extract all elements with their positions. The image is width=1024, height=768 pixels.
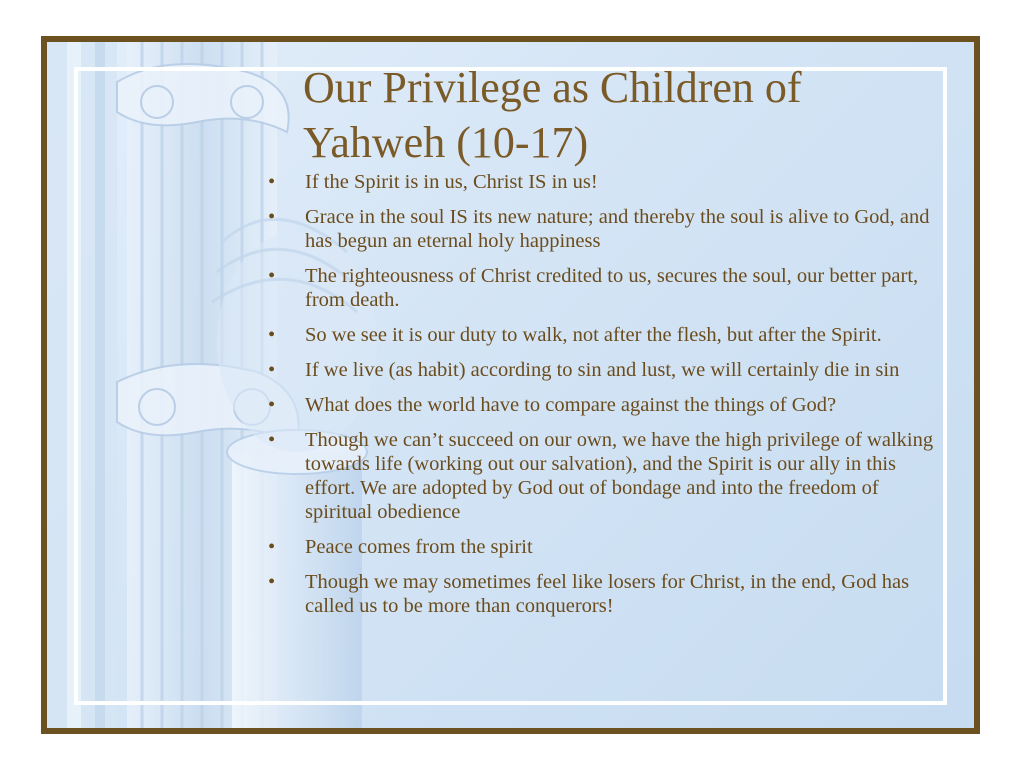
bullet-icon: • bbox=[268, 571, 276, 593]
bullet-icon: • bbox=[268, 206, 276, 228]
list-item-text: So we see it is our duty to walk, not after the flesh, but after the Spirit. bbox=[305, 324, 882, 346]
bullet-icon: • bbox=[268, 394, 276, 416]
list-item-text: Though we can’t succeed on our own, we have the high privilege of walking towards life (working out our salvation), and the Spirit is our ally in this effort. We are adopted by God out of bondage and into the freedom of spiritual obedience bbox=[305, 429, 934, 523]
list-item bbox=[268, 205, 948, 253]
list-item bbox=[268, 264, 948, 312]
list-item-text: What does the world have to compare against the things of God? bbox=[305, 394, 837, 416]
list-item-text: If the Spirit is in us, Christ IS in us! bbox=[305, 171, 598, 193]
list-item-text: The righteousness of Christ credited to us, secures the soul, our better part, from death. bbox=[305, 265, 919, 311]
list-item bbox=[268, 535, 948, 559]
bullet-icon: • bbox=[268, 324, 276, 346]
bullet-icon: • bbox=[268, 171, 276, 193]
bullet-icon: • bbox=[268, 536, 276, 558]
list-item bbox=[268, 428, 948, 524]
bullet-icon: • bbox=[268, 429, 276, 451]
list-item-text: Though we may sometimes feel like losers for Christ, in the end, God has called us to be more than conquerors! bbox=[305, 571, 910, 617]
bullet-icon: • bbox=[268, 359, 276, 381]
list-item-text: Grace in the soul IS its new nature; and thereby the soul is alive to God, and has begun an eternal holy happiness bbox=[305, 206, 930, 252]
list-item bbox=[268, 323, 948, 347]
slide-title: Our Privilege as Children of Yahweh (10-17) bbox=[303, 63, 802, 167]
list-item bbox=[268, 170, 948, 194]
bullet-icon: • bbox=[268, 265, 276, 287]
list-item-text: Peace comes from the spirit bbox=[305, 536, 533, 558]
list-item bbox=[268, 570, 948, 618]
list-item bbox=[268, 358, 948, 382]
list-item bbox=[268, 393, 948, 417]
list-item-text: If we live (as habit) according to sin and lust, we will certainly die in sin bbox=[305, 359, 900, 381]
bullet-list bbox=[268, 170, 948, 629]
